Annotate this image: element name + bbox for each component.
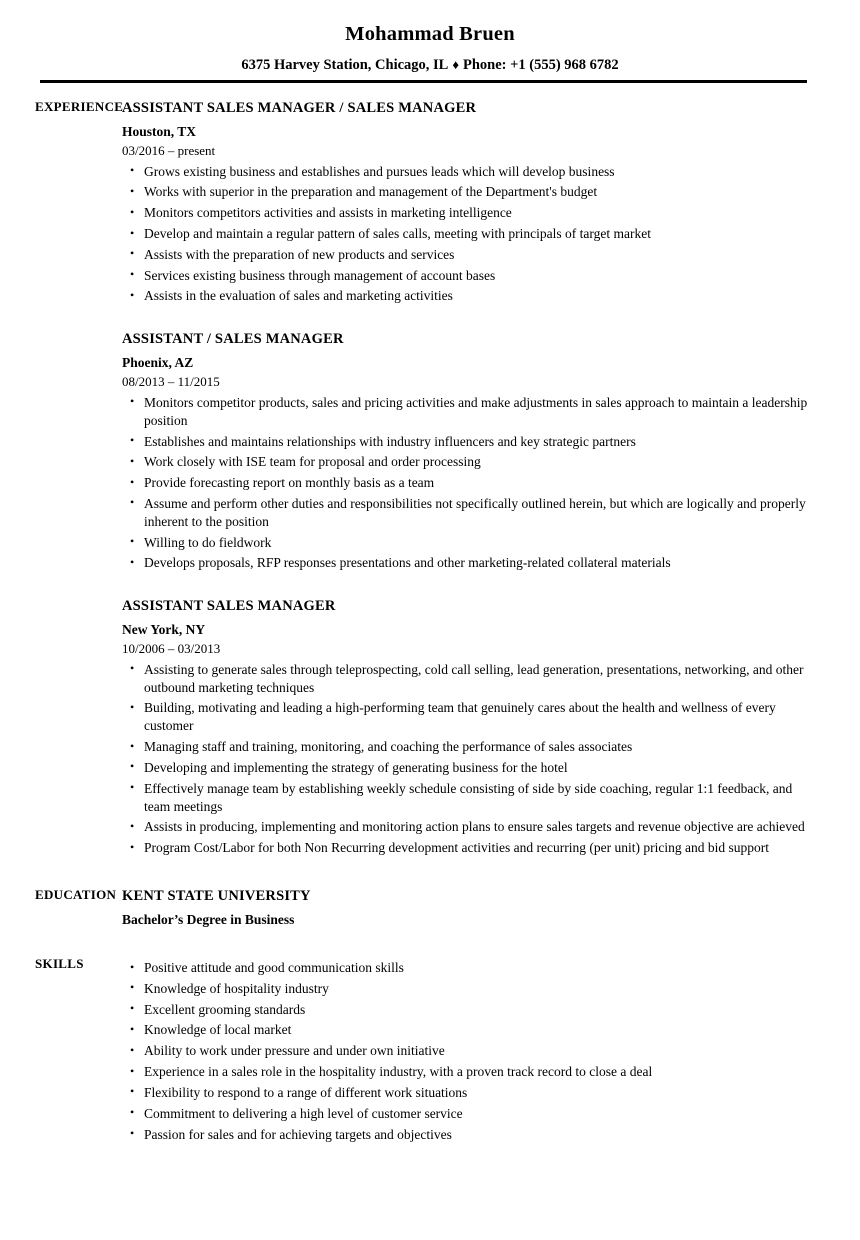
job-responsibilities-list	[122, 394, 810, 572]
job-responsibilities-list	[122, 661, 810, 857]
candidate-name: Mohammad Bruen	[345, 23, 515, 45]
list-item: • Assisting to generate sales through teleprospecting, cold call selling, lead generation, presentations, networking, and other outbound marketing techniques	[122, 661, 810, 697]
list-item: • Develops proposals, RFP responses presentations and other marketing-related collateral materials	[122, 554, 810, 572]
list-item: • Positive attitude and good communication skills	[122, 959, 810, 977]
job-dates: 03/2016 – present	[122, 143, 216, 159]
list-item: • Building, motivating and leading a high-performing team that genuinely cares about the health and wellness of every customer	[122, 699, 810, 735]
list-item: • Ability to work under pressure and under own initiative	[122, 1042, 810, 1060]
list-item: • Develop and maintain a regular pattern of sales calls, meeting with principals of target market	[122, 225, 810, 243]
education-school: KENT STATE UNIVERSITY	[122, 887, 311, 904]
list-item: • Excellent grooming standards	[122, 1001, 810, 1019]
list-item: • Establishes and maintains relationships with industry influencers and key strategic partners	[122, 433, 810, 451]
resume-header	[0, 0, 860, 83]
skills-section	[0, 956, 860, 1143]
list-item: • Assists with the preparation of new products and services	[122, 246, 810, 264]
job-location: Phoenix, AZ	[122, 355, 194, 371]
job-dates: 08/2013 – 11/2015	[122, 374, 220, 390]
contact-phone: Phone: +1 (555) 968 6782	[463, 56, 619, 73]
list-item: • Work closely with ISE team for proposal and order processing	[122, 453, 810, 471]
list-item: • Flexibility to respond to a range of different work situations	[122, 1084, 810, 1102]
list-item: • Effectively manage team by establishing weekly schedule consisting of side by side coaching, regular 1:1 feedback, and team meetings	[122, 780, 810, 816]
list-item: • Provide forecasting report on monthly basis as a team	[122, 474, 810, 492]
job-title: ASSISTANT / SALES MANAGER	[122, 331, 344, 348]
list-item: • Knowledge of hospitality industry	[122, 980, 810, 998]
education-section	[0, 887, 860, 929]
list-item: • Program Cost/Labor for both Non Recurring development activities and recurring (per unit) pricing and bid support	[122, 839, 810, 857]
list-item: • Commitment to delivering a high level of customer service	[122, 1105, 810, 1123]
job-entry	[122, 597, 810, 857]
diamond-separator-icon: ♦	[452, 56, 459, 72]
education-body	[122, 887, 860, 929]
list-item: • Developing and implementing the strategy of generating business for the hotel	[122, 759, 810, 777]
list-item: • Managing staff and training, monitoring, and coaching the performance of sales associates	[122, 738, 810, 756]
skills-list	[122, 959, 810, 1143]
list-item: • Assume and perform other duties and responsibilities not specifically outlined herein, but which are logically and properly inherent to the position	[122, 495, 810, 531]
job-entry	[122, 99, 810, 305]
job-dates: 10/2006 – 03/2013	[122, 641, 221, 657]
job-entry	[122, 330, 810, 572]
job-title: ASSISTANT SALES MANAGER	[122, 598, 336, 615]
job-title: ASSISTANT SALES MANAGER / SALES MANAGER	[122, 99, 477, 116]
list-item: • Works with superior in the preparation and management of the Department's budget	[122, 183, 810, 201]
list-item: • Monitors competitors activities and assists in marketing intelligence	[122, 204, 810, 222]
job-location: Houston, TX	[122, 123, 197, 139]
education-degree: Bachelor’s Degree in Business	[122, 911, 295, 927]
contact-address: 6375 Harvey Station, Chicago, IL	[241, 56, 449, 73]
header-divider	[40, 80, 807, 83]
section-label-skills: SKILLS	[35, 956, 84, 971]
list-item: • Grows existing business and establishes and pursues leads which will develop business	[122, 163, 810, 181]
list-item: • Passion for sales and for achieving targets and objectives	[122, 1126, 810, 1144]
experience-body	[122, 99, 860, 857]
list-item: • Services existing business through management of account bases	[122, 267, 810, 285]
list-item: • Assists in the evaluation of sales and marketing activities	[122, 287, 810, 305]
list-item: • Monitors competitor products, sales and pricing activities and make adjustments in sales approach to maintain a leadership position	[122, 394, 810, 430]
job-responsibilities-list	[122, 163, 810, 306]
experience-section	[0, 99, 860, 857]
contact-line	[0, 57, 860, 74]
list-item: • Experience in a sales role in the hospitality industry, with a proven track record to close a deal	[122, 1063, 810, 1081]
list-item: • Knowledge of local market	[122, 1021, 810, 1039]
section-label-experience: EXPERIENCE	[35, 98, 124, 114]
job-location: New York, NY	[122, 622, 206, 638]
list-item: • Assists in producing, implementing and monitoring action plans to ensure sales targets and revenue objective are achieved	[122, 818, 810, 836]
list-item: • Willing to do fieldwork	[122, 534, 810, 552]
section-label-education: EDUCATION	[35, 886, 117, 902]
skills-body	[122, 956, 860, 1143]
